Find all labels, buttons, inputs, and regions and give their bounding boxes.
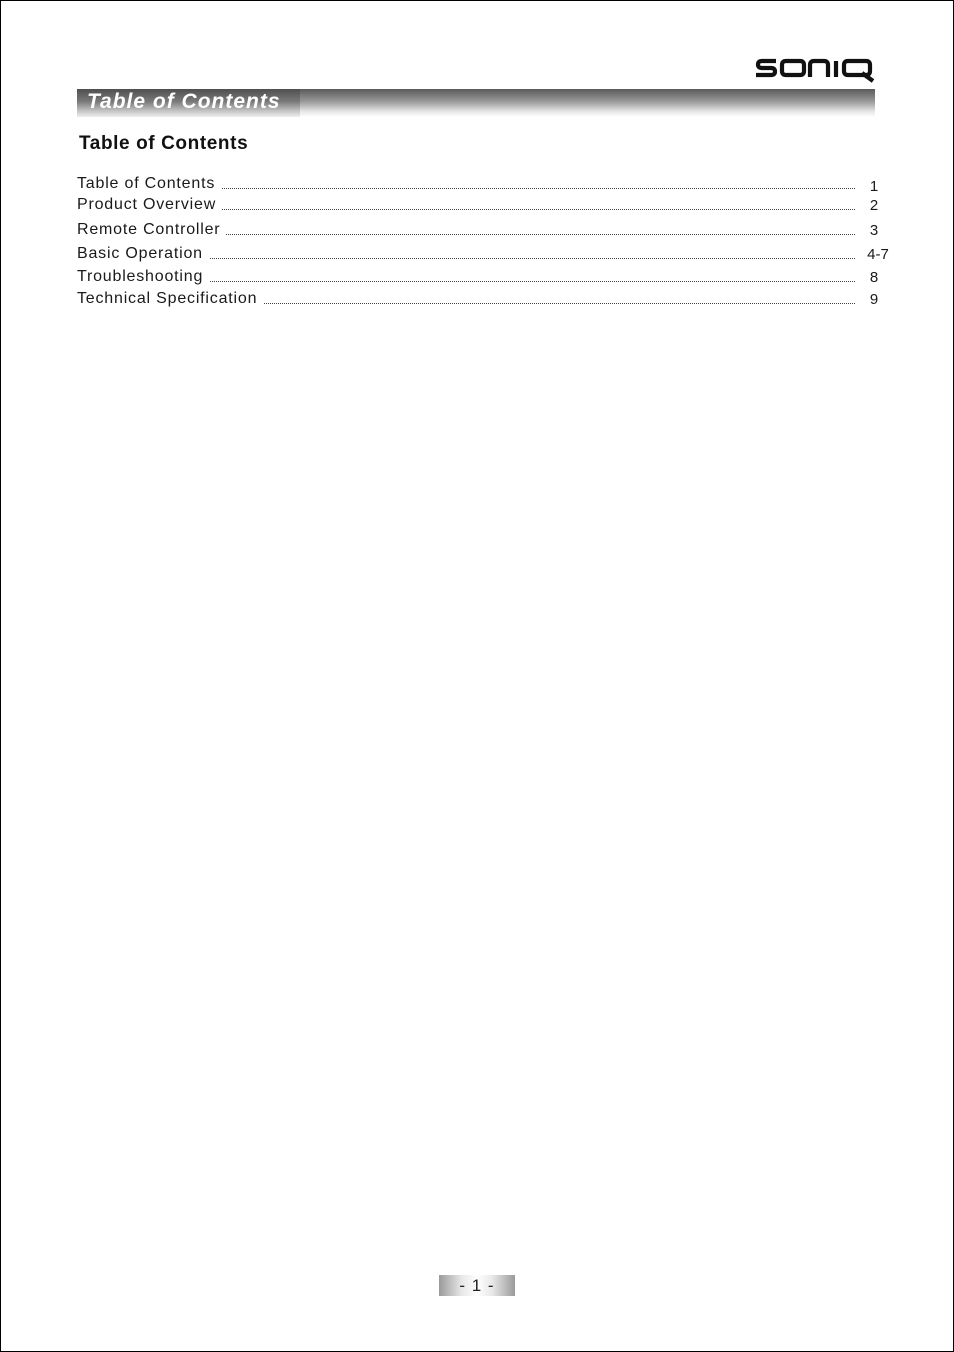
toc-label: Table of Contents <box>77 175 221 193</box>
toc-page-number: 4-7 <box>867 246 889 263</box>
toc-page-number: 8 <box>869 269 879 286</box>
page-number-badge <box>439 1275 515 1296</box>
toc-row-technical-specification[interactable] <box>77 290 889 310</box>
toc-label: Technical Specification <box>77 290 263 308</box>
toc-label: Troubleshooting <box>77 268 209 286</box>
toc-row-troubleshooting[interactable] <box>77 268 889 288</box>
page-number: - 1 - <box>459 1276 495 1295</box>
header-bar <box>77 89 875 117</box>
toc-page-number: 3 <box>869 222 879 239</box>
toc-page-number: 2 <box>869 197 879 214</box>
toc-page-number: 1 <box>869 178 879 195</box>
header-tab <box>77 89 300 117</box>
toc-label: Remote Controller <box>77 221 226 239</box>
toc-row-product-overview[interactable] <box>77 196 889 216</box>
toc-label: Product Overview <box>77 196 222 214</box>
toc-row-remote-controller[interactable] <box>77 221 889 241</box>
toc-label: Basic Operation <box>77 245 209 263</box>
soniq-logo <box>754 54 878 84</box>
toc-row-basic-operation[interactable] <box>77 245 889 265</box>
header-title: Table of Contents <box>87 90 281 113</box>
toc-page-number: 9 <box>869 291 879 308</box>
section-title: Table of Contents <box>79 133 249 154</box>
toc-row-table-of-contents[interactable] <box>77 175 889 195</box>
